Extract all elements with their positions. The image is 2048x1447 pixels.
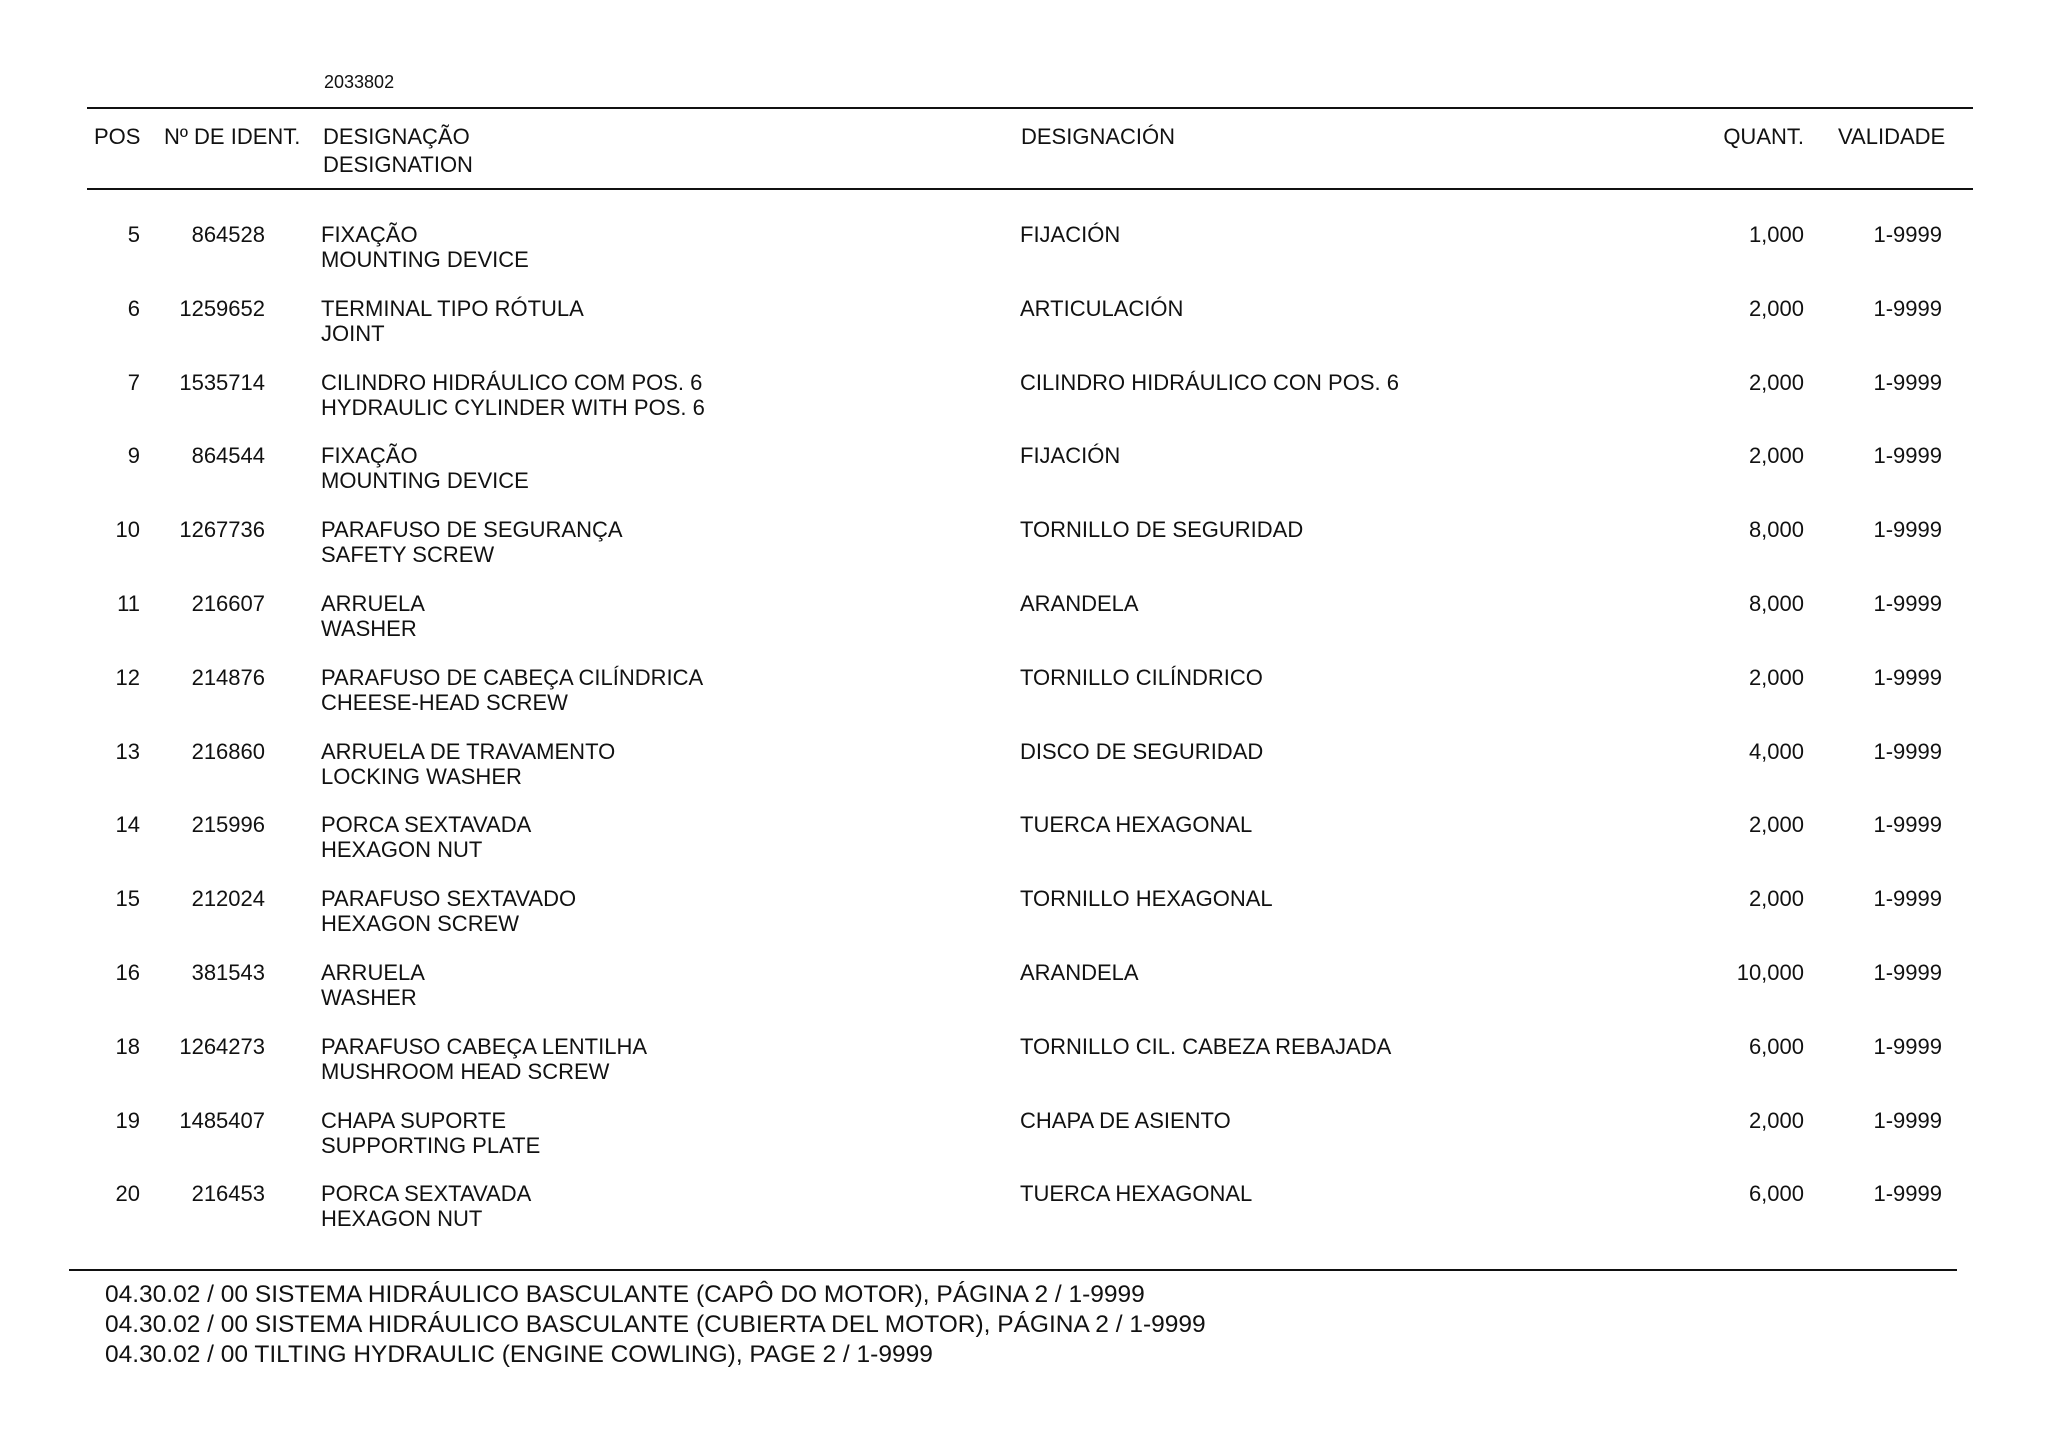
row-ident: 1264273 bbox=[179, 1033, 265, 1059]
row-designation-es: TORNILLO DE SEGURIDAD bbox=[1020, 517, 1304, 543]
row-ident: 864544 bbox=[191, 443, 265, 469]
row-ident: 1535714 bbox=[179, 369, 265, 395]
row-quantity: 2,000 bbox=[1748, 664, 1804, 690]
row-quantity: 6,000 bbox=[1748, 1033, 1804, 1059]
row-designation-pt: ARRUELA bbox=[321, 959, 425, 985]
row-designation-pt: ARRUELA DE TRAVAMENTO bbox=[321, 738, 616, 764]
header-designation bbox=[323, 123, 473, 179]
row-designation-es: ARANDELA bbox=[1020, 590, 1139, 616]
row-designation-en: HEXAGON NUT bbox=[321, 837, 483, 863]
row-quantity: 10,000 bbox=[1736, 959, 1804, 985]
header-designation-en: DESIGNATION bbox=[323, 152, 473, 177]
row-validity: 1-9999 bbox=[1873, 738, 1942, 764]
row-quantity: 2,000 bbox=[1748, 295, 1804, 321]
header-bottom-rule bbox=[87, 188, 1973, 190]
header-top-rule bbox=[87, 107, 1973, 109]
row-pos: 9 bbox=[127, 443, 140, 469]
header-designation-pt: DESIGNAÇÃO bbox=[323, 124, 470, 149]
row-designation-pt: PORCA SEXTAVADA bbox=[321, 812, 532, 838]
row-pos: 7 bbox=[127, 369, 140, 395]
footer-line-es: 04.30.02 / 00 SISTEMA HIDRÁULICO BASCULANTE (CUBIERTA DEL MOTOR), PÁGINA 2 / 1-9999 bbox=[105, 1311, 1206, 1338]
row-designation-pt: FIXAÇÃO bbox=[321, 222, 418, 247]
row-validity: 1-9999 bbox=[1873, 1181, 1942, 1207]
row-ident: 216860 bbox=[191, 738, 265, 764]
table-row bbox=[0, 296, 2048, 370]
row-pos: 14 bbox=[115, 812, 140, 838]
row-pos: 10 bbox=[115, 517, 140, 543]
row-quantity: 8,000 bbox=[1748, 517, 1804, 543]
row-validity: 1-9999 bbox=[1873, 443, 1942, 469]
row-validity: 1-9999 bbox=[1873, 959, 1942, 985]
row-designation-en: WASHER bbox=[321, 984, 417, 1010]
row-designation-es: DISCO DE SEGURIDAD bbox=[1020, 738, 1264, 764]
row-designation-en: JOINT bbox=[321, 320, 385, 346]
row-pos: 16 bbox=[115, 959, 140, 985]
footer-rule bbox=[69, 1269, 1957, 1271]
table-row bbox=[0, 1108, 2048, 1182]
row-designation-pt: PARAFUSO DE SEGURANÇA bbox=[321, 517, 623, 543]
row-validity: 1-9999 bbox=[1873, 517, 1942, 543]
row-quantity: 8,000 bbox=[1748, 590, 1804, 616]
row-designation-en: HEXAGON SCREW bbox=[321, 911, 520, 937]
row-pos: 11 bbox=[117, 590, 140, 616]
row-quantity: 2,000 bbox=[1748, 369, 1804, 395]
row-quantity: 2,000 bbox=[1748, 1107, 1804, 1133]
row-designation-en: SAFETY SCREW bbox=[321, 542, 495, 568]
row-pos: 5 bbox=[127, 222, 140, 247]
row-designation-es: TORNILLO HEXAGONAL bbox=[1020, 886, 1273, 912]
row-validity: 1-9999 bbox=[1873, 590, 1942, 616]
table-row bbox=[0, 443, 2048, 517]
document-number: 2033802 bbox=[324, 72, 395, 92]
table-row bbox=[0, 960, 2048, 1034]
row-pos: 19 bbox=[115, 1107, 140, 1133]
row-ident: 1267736 bbox=[179, 517, 265, 543]
row-ident: 216453 bbox=[191, 1181, 265, 1207]
row-designation-es: TORNILLO CIL. CABEZA REBAJADA bbox=[1020, 1033, 1392, 1059]
row-pos: 12 bbox=[115, 664, 140, 690]
row-designation-en: CHEESE-HEAD SCREW bbox=[321, 689, 568, 715]
header-validity: VALIDADE bbox=[1838, 124, 1946, 149]
row-ident: 381543 bbox=[191, 959, 265, 985]
row-validity: 1-9999 bbox=[1873, 886, 1942, 912]
row-validity: 1-9999 bbox=[1873, 664, 1942, 690]
row-designation-pt: PORCA SEXTAVADA bbox=[321, 1181, 532, 1207]
row-pos: 20 bbox=[115, 1181, 140, 1207]
header-pos: POS bbox=[94, 124, 141, 149]
row-pos: 18 bbox=[115, 1033, 140, 1059]
table-row bbox=[0, 517, 2048, 591]
row-designation-en: MOUNTING DEVICE bbox=[321, 247, 529, 272]
row-ident: 215996 bbox=[191, 812, 265, 838]
table-row bbox=[0, 739, 2048, 813]
row-designation-en: MOUNTING DEVICE bbox=[321, 468, 529, 494]
row-designation-es: TUERCA HEXAGONAL bbox=[1020, 812, 1253, 838]
row-validity: 1-9999 bbox=[1873, 295, 1942, 321]
row-ident: 864528 bbox=[191, 222, 265, 247]
row-designation-es: ARTICULACIÓN bbox=[1020, 295, 1184, 321]
row-validity: 1-9999 bbox=[1873, 369, 1942, 395]
row-designation-en: HEXAGON NUT bbox=[321, 1206, 483, 1232]
row-designation-es: ARANDELA bbox=[1020, 959, 1139, 985]
page-footer bbox=[105, 1280, 1206, 1370]
table-row bbox=[0, 665, 2048, 739]
row-pos: 15 bbox=[115, 886, 140, 912]
row-validity: 1-9999 bbox=[1873, 1033, 1942, 1059]
row-designation-pt: PARAFUSO DE CABEÇA CILÍNDRICA bbox=[321, 664, 704, 690]
row-quantity: 2,000 bbox=[1748, 443, 1804, 469]
row-validity: 1-9999 bbox=[1873, 812, 1942, 838]
row-ident: 216607 bbox=[191, 590, 265, 616]
row-designation-pt: PARAFUSO CABEÇA LENTILHA bbox=[321, 1033, 648, 1059]
row-designation-pt: FIXAÇÃO bbox=[321, 443, 418, 469]
table-row bbox=[0, 886, 2048, 960]
table-row bbox=[0, 812, 2048, 886]
row-validity: 1-9999 bbox=[1873, 1107, 1942, 1133]
header-quantity: QUANT. bbox=[1723, 124, 1804, 149]
table-row bbox=[0, 222, 2048, 296]
row-designation-es: FIJACIÓN bbox=[1020, 443, 1121, 469]
row-designation-es: TUERCA HEXAGONAL bbox=[1020, 1181, 1253, 1207]
footer-line-pt: 04.30.02 / 00 SISTEMA HIDRÁULICO BASCULANTE (CAPÔ DO MOTOR), PÁGINA 2 / 1-9999 bbox=[105, 1281, 1145, 1308]
row-designation-pt: CILINDRO HIDRÁULICO COM POS. 6 bbox=[321, 369, 703, 395]
row-designation-en: HYDRAULIC CYLINDER WITH POS. 6 bbox=[321, 394, 705, 420]
row-quantity: 4,000 bbox=[1748, 738, 1804, 764]
table-row bbox=[0, 370, 2048, 444]
row-designation-en: LOCKING WASHER bbox=[321, 763, 522, 789]
row-designation-es: FIJACIÓN bbox=[1020, 222, 1121, 247]
row-designation-es: TORNILLO CILÍNDRICO bbox=[1020, 664, 1263, 690]
row-designation-pt: PARAFUSO SEXTAVADO bbox=[321, 886, 577, 912]
row-ident: 214876 bbox=[191, 664, 265, 690]
row-designation-en: WASHER bbox=[321, 615, 417, 641]
row-quantity: 2,000 bbox=[1748, 886, 1804, 912]
row-designation-es: CILINDRO HIDRÁULICO CON POS. 6 bbox=[1020, 369, 1399, 395]
header-ident: Nº DE IDENT. bbox=[164, 124, 301, 149]
row-quantity: 2,000 bbox=[1748, 812, 1804, 838]
table-row bbox=[0, 1181, 2048, 1255]
row-designation-es: CHAPA DE ASIENTO bbox=[1020, 1107, 1231, 1133]
row-designation-en: SUPPORTING PLATE bbox=[321, 1132, 541, 1158]
row-designation-pt: ARRUELA bbox=[321, 590, 425, 616]
row-quantity: 1,000 bbox=[1748, 222, 1804, 247]
table-row bbox=[0, 591, 2048, 665]
row-ident: 212024 bbox=[191, 886, 265, 912]
row-designation-pt: TERMINAL TIPO RÓTULA bbox=[321, 295, 584, 321]
row-quantity: 6,000 bbox=[1748, 1181, 1804, 1207]
footer-line-en: 04.30.02 / 00 TILTING HYDRAULIC (ENGINE COWLING), PAGE 2 / 1-9999 bbox=[105, 1341, 933, 1368]
row-ident: 1259652 bbox=[179, 295, 265, 321]
row-ident: 1485407 bbox=[179, 1107, 265, 1133]
row-designation-en: MUSHROOM HEAD SCREW bbox=[321, 1058, 610, 1084]
row-pos: 13 bbox=[115, 738, 140, 764]
row-designation-pt: CHAPA SUPORTE bbox=[321, 1107, 507, 1133]
header-designation-es: DESIGNACIÓN bbox=[1021, 124, 1176, 149]
row-pos: 6 bbox=[127, 295, 140, 321]
table-row bbox=[0, 1034, 2048, 1108]
parts-table-body bbox=[0, 222, 2048, 1255]
row-validity: 1-9999 bbox=[1873, 222, 1942, 247]
